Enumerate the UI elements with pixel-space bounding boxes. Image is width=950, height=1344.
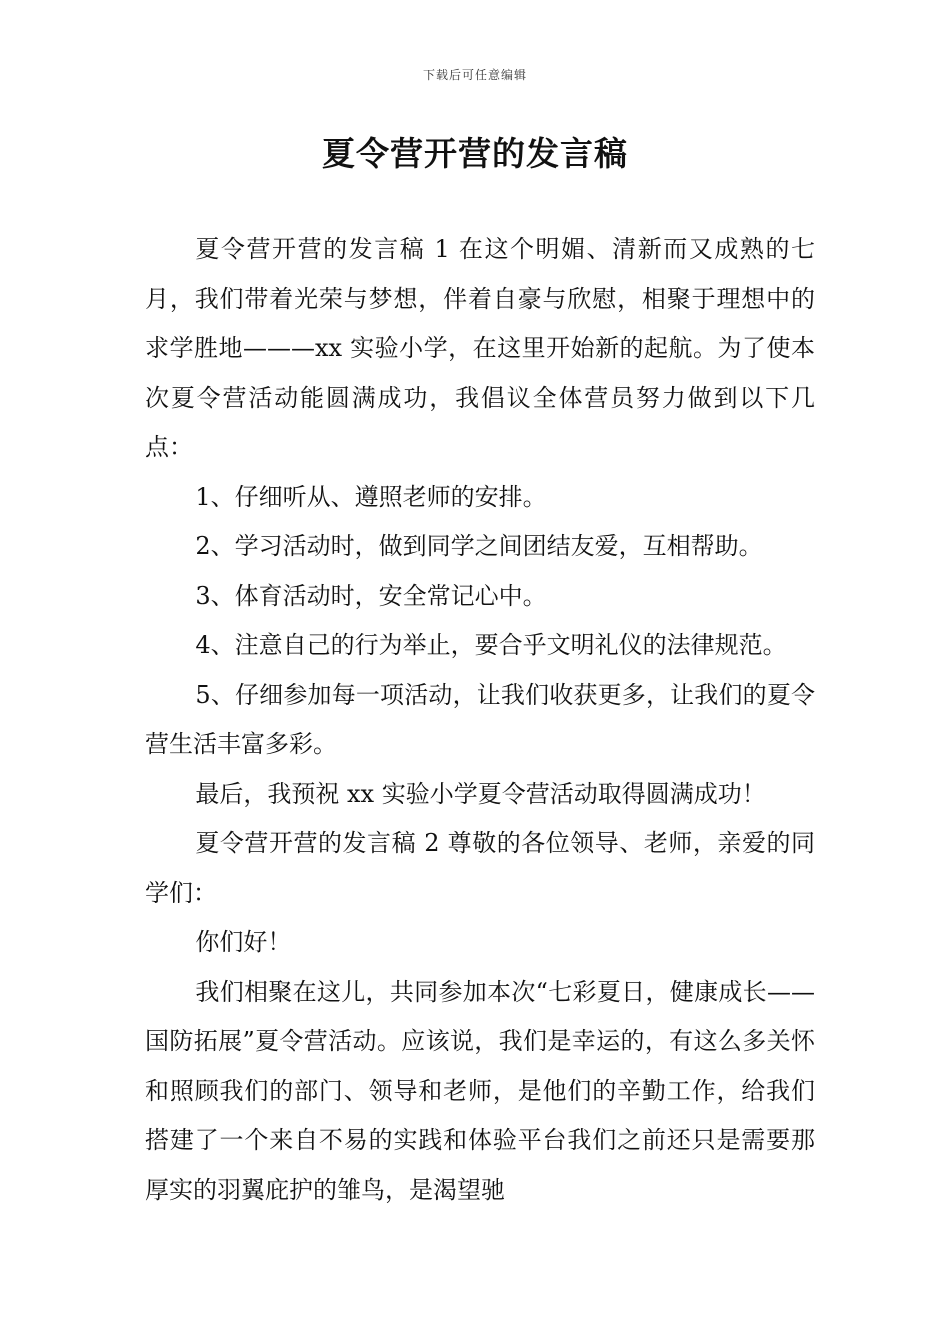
document-title: 夏令营开营的发言稿	[322, 134, 628, 173]
paragraph: 2、学习活动时，做到同学之间团结友爱，互相帮助。	[195, 532, 763, 560]
paragraph: 1、仔细听从、遵照老师的安排。	[195, 482, 547, 511]
document-body	[145, 225, 815, 1215]
paragraph: 4、注意自己的行为举止，要合乎文明礼仪的法律规范。	[195, 631, 787, 659]
paragraph: 夏令营开营的发言稿 1 在这个明媚、清新而又成熟的七月，我们带着光荣与梦想，伴着自豪与欣慰，相聚于理想中的求学胜地———xx 实验小学，在这里开始新的起航。为了使本次夏令营活动能圆满成功，我倡议全体营员努力做到以下几点：	[145, 235, 815, 461]
paragraph: 5、仔细参加每一项活动，让我们收获更多，让我们的夏令营生活丰富多彩。	[145, 680, 815, 758]
paragraph: 你们好！	[195, 928, 292, 956]
paragraph: 3、体育活动时，安全常记心中。	[195, 581, 547, 610]
header-note: 下载后可任意编辑	[422, 68, 527, 82]
paragraph: 最后，我预祝 xx 实验小学夏令营活动取得圆满成功！	[195, 779, 766, 808]
paragraph: 夏令营开营的发言稿 2 尊敬的各位领导、老师，亲爱的同学们：	[145, 829, 815, 907]
paragraph: 我们相聚在这儿，共同参加本次“七彩夏日，健康成长——国防拓展”夏令营活动。应该说，我们是幸运的，有这么多关怀和照顾我们的部门、领导和老师，是他们的辛勤工作，给我们搭建了一个来自不易的实践和体验平台我们之前还只是需要那厚实的羽翼庇护的雏鸟，是渴望驰	[145, 977, 815, 1204]
